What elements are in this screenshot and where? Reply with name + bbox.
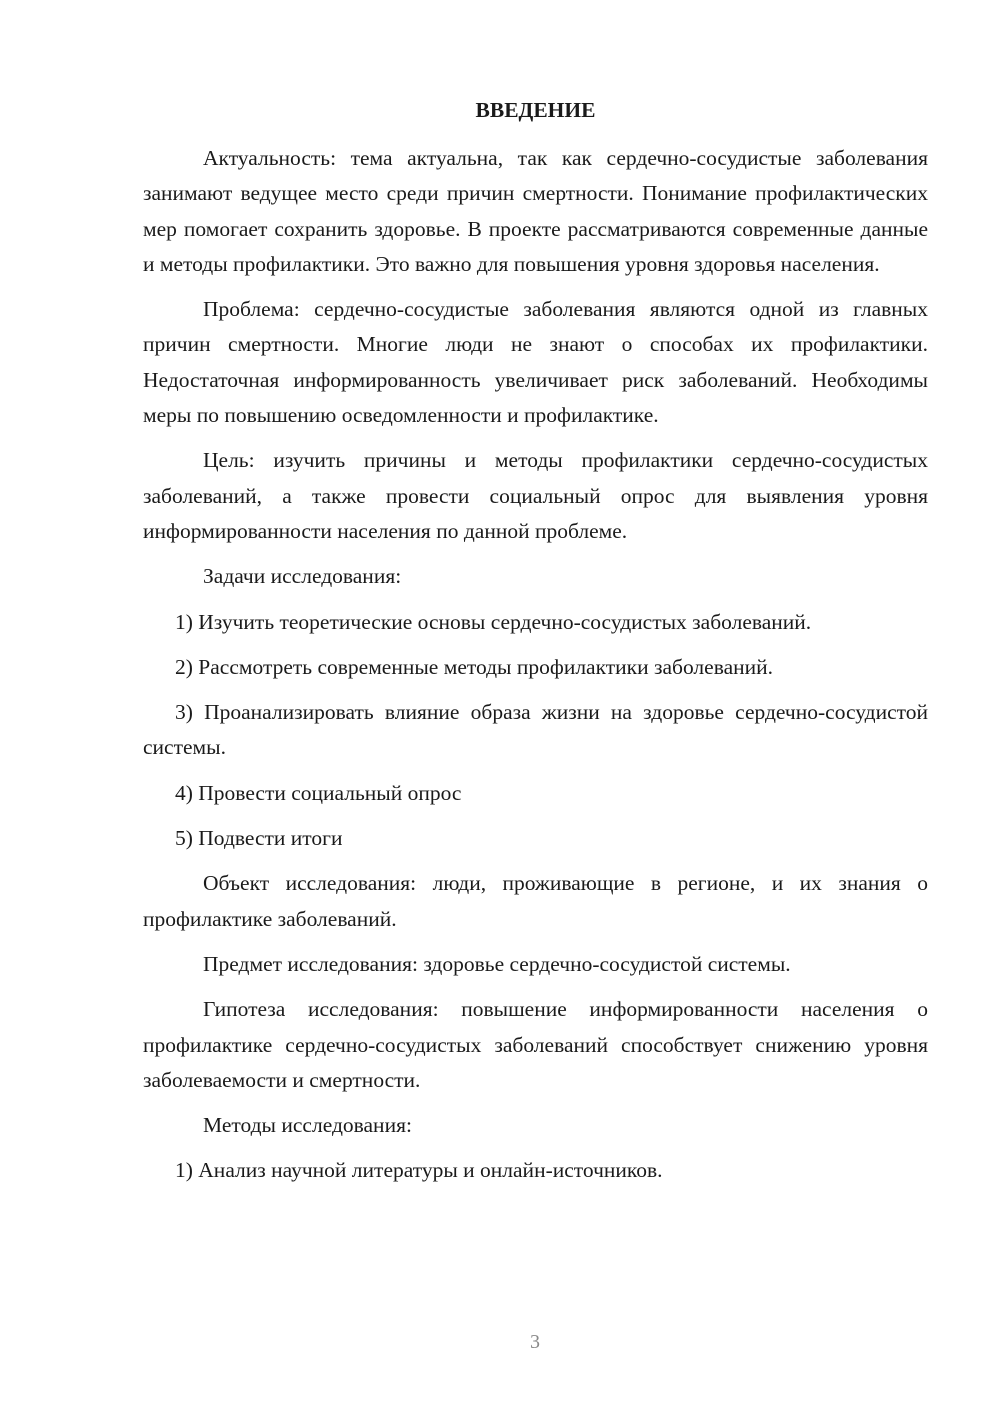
hypothesis-paragraph: Гипотеза исследования: повышение информированности населения о профилактике сердечно-сосудистых заболеваний способствует снижению уровня заболеваемости и смертности. (143, 997, 928, 1092)
task-item-2: 2) Рассмотреть современные методы профилактики заболеваний. (175, 654, 774, 679)
object-paragraph: Объект исследования: люди, проживающие в регионе, и их знания о профилактике заболеваний. (143, 871, 928, 931)
methods-title: Методы исследования: (203, 1113, 412, 1138)
task-item-3: 3) Проанализировать влияние образа жизни на здоровье сердечно-сосудистой системы. (143, 700, 928, 760)
task-item-5: 5) Подвести итоги (175, 826, 343, 851)
task-item-1: 1) Изучить теоретические основы сердечно-сосудистых заболеваний. (175, 609, 812, 634)
tasks-title: Задачи исследования: (203, 564, 402, 589)
method-item-1: 1) Анализ научной литературы и онлайн-источников. (175, 1158, 663, 1183)
relevance-paragraph: Актуальность: тема актуальна, так как сердечно-сосудистые заболевания занимают ведущее место среди причин смертности. Понимание профилактических мер помогает сохранить здоровье. В проекте рассматриваются современные данные и методы профилактики. Это важно для повышения уровня здоровья населения. (143, 146, 928, 276)
goal-paragraph: Цель: изучить причины и методы профилактики сердечно-сосудистых заболеваний, а также провести социальный опрос для выявления уровня информированности населения по данной проблеме. (143, 448, 928, 543)
page-number: 3 (530, 1331, 540, 1353)
section-heading: ВВЕДЕНИЕ (475, 98, 596, 122)
problem-paragraph: Проблема: сердечно-сосудистые заболевания являются одной из главных причин смертности. Многие люди не знают о способах их профилактики. Недостаточная информированность увеличивает риск заболеваний. Необходимы меры по повышению осведомленности и профилактике. (143, 297, 928, 428)
page-content (143, 93, 928, 1199)
task-item-4: 4) Провести социальный опрос (175, 780, 462, 805)
subject-paragraph: Предмет исследования: здоровье сердечно-сосудистой системы. (203, 951, 791, 976)
